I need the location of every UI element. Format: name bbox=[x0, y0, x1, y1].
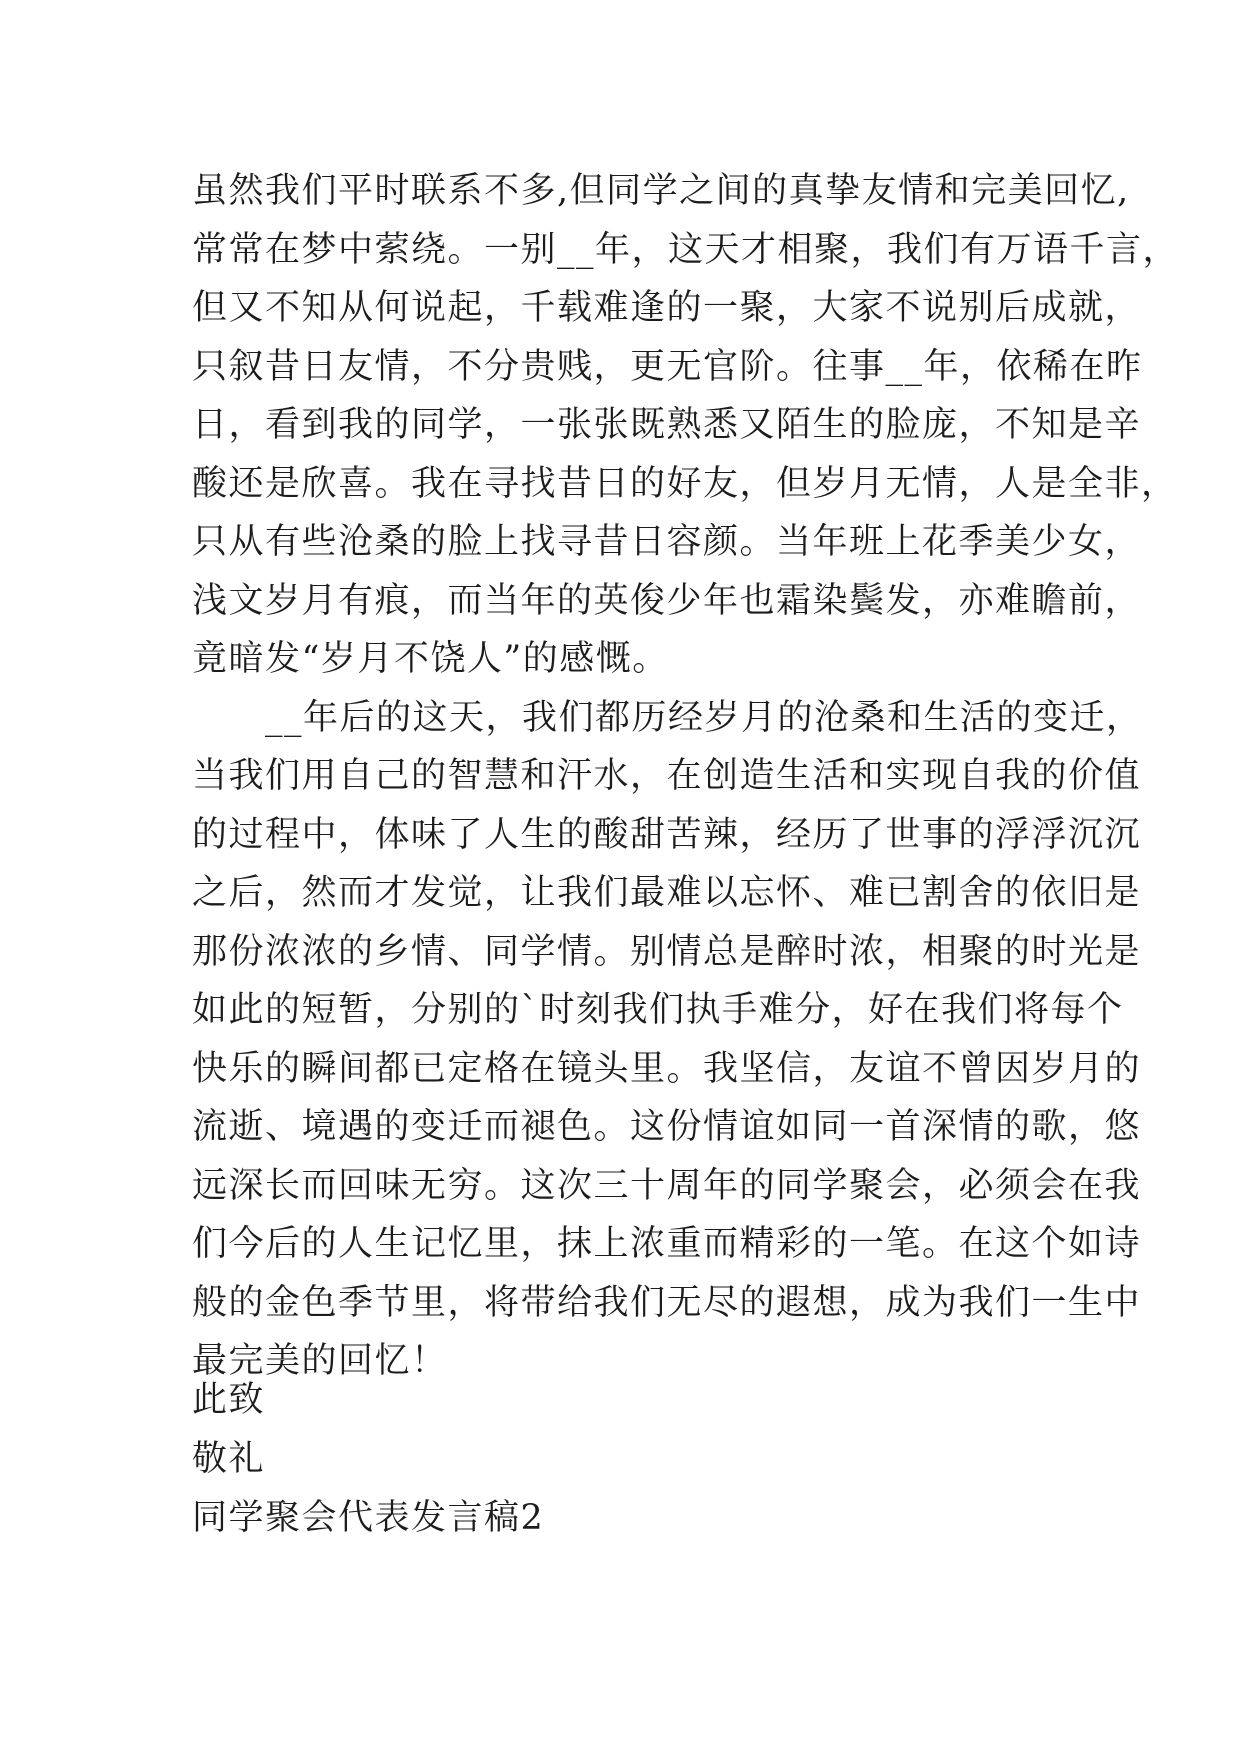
body-line: 流逝、境遇的变迁而褪色。这份情谊如同一首深情的歌，悠 bbox=[192, 1107, 1142, 1147]
body-line: 常常在梦中萦绕。一别__年，这天才相聚，我们有万语千言， bbox=[192, 229, 1180, 270]
body-line: 的过程中，体味了人生的酸甜苦辣，经历了世事的浮浮沉沉 bbox=[192, 814, 1142, 855]
body-line: 之后，然而才发觉，让我们最难以忘怀、难已割舍的依旧是 bbox=[192, 873, 1142, 913]
closing-regards: 敬礼 bbox=[192, 1439, 266, 1479]
body-line: 快乐的瞬间都已定格在镜头里。我坚信，友谊不曾因岁月的 bbox=[192, 1048, 1142, 1089]
closing-salutation: 此致 bbox=[192, 1380, 266, 1420]
body-line: 般的金色季节里，将带给我们无尽的遐想，成为我们一生中 bbox=[192, 1282, 1142, 1323]
body-line: 虽然我们平时联系不多,但同学之间的真挚友情和完美回忆, bbox=[192, 171, 1130, 211]
next-section-heading: 同学聚会代表发言稿2 bbox=[192, 1498, 545, 1538]
body-line: 们今后的人生记忆里，抹上浓重而精彩的一笔。在这个如诗 bbox=[192, 1224, 1142, 1264]
body-line: 酸还是欣喜。我在寻找昔日的好友，但岁月无情，人是全非， bbox=[192, 463, 1178, 504]
body-line: 日，看到我的同学，一张张既熟悉又陌生的脸庞，不知是辛 bbox=[192, 405, 1142, 445]
body-line: 如此的短暂，分别的`时刻我们执手难分，好在我们将每个 bbox=[192, 990, 1124, 1030]
body-line: 只从有些沧桑的脸上找寻昔日容颜。当年班上花季美少女， bbox=[192, 522, 1142, 562]
body-line: 浅文岁月有痕，而当年的英俊少年也霜染鬓发，亦难瞻前， bbox=[192, 580, 1142, 621]
body-line: __年后的这天，我们都历经岁月的沧桑和生活的变迁， bbox=[192, 697, 1143, 738]
speech-body bbox=[192, 162, 1180, 1391]
body-line: 只叙昔日友情，不分贵贱，更无官阶。往事__年，依稀在昨 bbox=[192, 346, 1143, 387]
body-line: 最完美的回忆！ bbox=[192, 1341, 448, 1381]
body-line: 远深长而回味无穷。这次三十周年的同学聚会，必须会在我 bbox=[192, 1165, 1142, 1206]
body-line: 但又不知从何说起，千载难逢的一聚，大家不说别后成就， bbox=[192, 288, 1142, 328]
body-line: 当我们用自己的智慧和汗水，在创造生活和实现自我的价值 bbox=[192, 756, 1142, 796]
body-line: 竟暗发“岁月不饶人”的感慨。 bbox=[192, 639, 669, 679]
body-line: 那份浓浓的乡情、同学情。别情总是醉时浓，相聚的时光是 bbox=[192, 931, 1142, 972]
